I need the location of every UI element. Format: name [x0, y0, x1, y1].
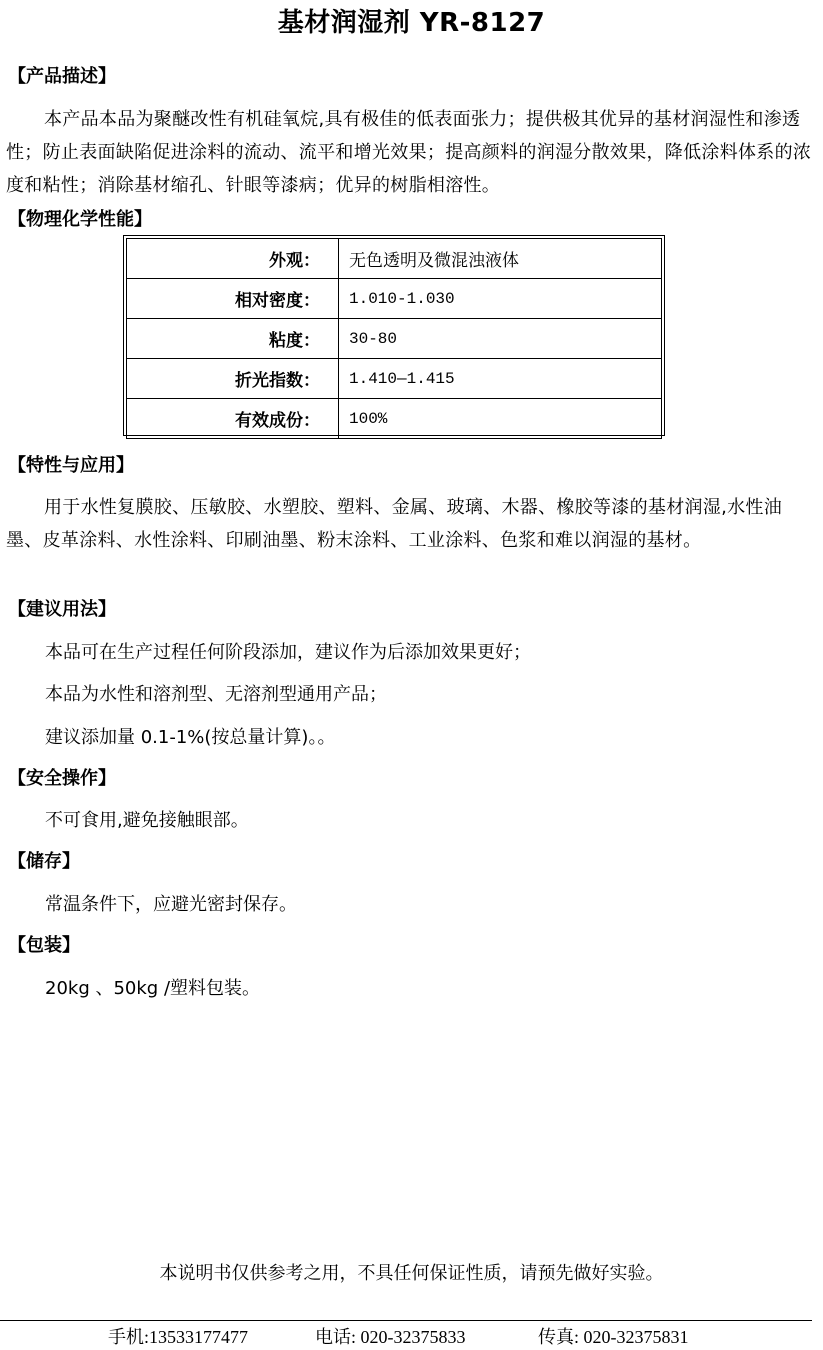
property-label: 外观：: [127, 239, 339, 279]
table-row: [127, 239, 662, 279]
section-heading-properties: 【物理化学性能】: [8, 209, 152, 230]
disclaimer: 本说明书仅供参考之用，不具任何保证性质，请预先做好实验。: [159, 1263, 664, 1284]
usage-line: 建议添加量 0.1-1%(按总量计算)。。: [45, 727, 336, 748]
packaging-text: 20kg 、50kg /塑料包装。: [45, 978, 261, 999]
section-heading-safety: 【安全操作】: [8, 768, 116, 789]
table-row: [127, 399, 662, 439]
storage-text: 常温条件下，应避光密封保存。: [45, 894, 297, 915]
property-value: 无色透明及微混浊液体: [339, 239, 662, 279]
property-value: 30-80: [339, 319, 662, 359]
section-heading-storage: 【储存】: [8, 851, 80, 872]
property-label: 相对密度：: [127, 279, 339, 319]
table-row: [127, 319, 662, 359]
property-label: 折光指数：: [127, 359, 339, 399]
section-heading-description: 【产品描述】: [8, 66, 116, 87]
footer-divider: [0, 1320, 812, 1321]
properties-table: [123, 235, 665, 436]
property-value: 1.410—1.415: [339, 359, 662, 399]
table-row: [127, 279, 662, 319]
footer-mobile: 手机:13533177477: [108, 1327, 249, 1347]
property-label: 有效成份：: [127, 399, 339, 439]
footer-fax: 传真: 020-32375831: [538, 1327, 689, 1347]
document-title: 基材润湿剂 YR-8127: [277, 8, 546, 38]
property-label: 粘度：: [127, 319, 339, 359]
property-value: 100%: [339, 399, 662, 439]
usage-line: 本品可在生产过程任何阶段添加，建议作为后添加效果更好；: [45, 642, 531, 663]
table-row: [127, 359, 662, 399]
section-heading-packaging: 【包装】: [8, 935, 80, 956]
property-value: 1.010-1.030: [339, 279, 662, 319]
usage-line: 本品为水性和溶剂型、无溶剂型通用产品；: [45, 684, 387, 705]
application-text: 用于水性复膜胶、压敏胶、水塑胶、塑料、金属、玻璃、木器、橡胶等漆的基材润湿,水性油墨、皮革涂料、水性涂料、印刷油墨、粉末涂料、工业涂料、色浆和难以润湿的基材。: [6, 497, 783, 551]
section-heading-application: 【特性与应用】: [8, 455, 134, 476]
footer-phone: 电话: 020-32375833: [315, 1327, 466, 1347]
section-heading-usage: 【建议用法】: [8, 599, 116, 620]
description-text: 本产品本品为聚醚改性有机硅氧烷,具有极佳的低表面张力；提供极其优异的基材润湿性和渗透性；防止表面缺陷促进涂料的流动、流平和增光效果；提高颜料的润湿分散效果，降低涂料体系的浓度和粘性；消除基材缩孔、针眼等漆病；优异的树脂相溶性。: [6, 109, 812, 196]
safety-text: 不可食用,避免接触眼部。: [45, 810, 249, 831]
